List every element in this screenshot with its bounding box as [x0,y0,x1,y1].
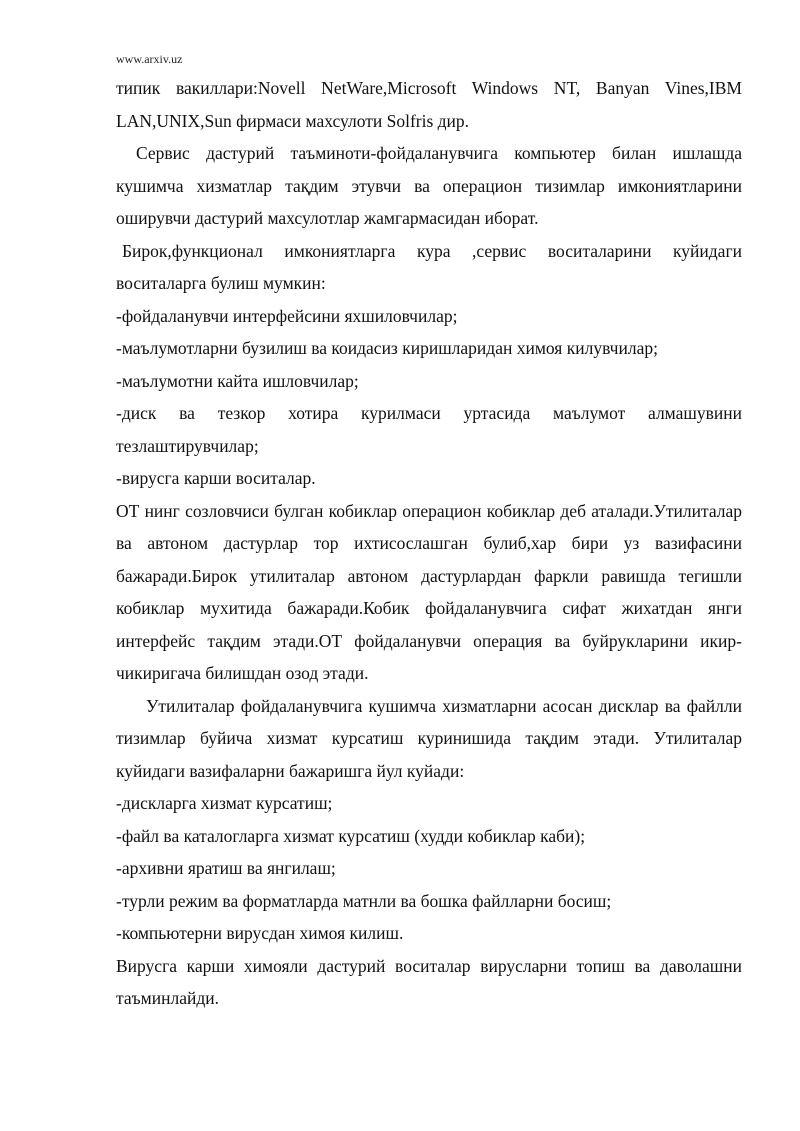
paragraph: Сервис дастурий таъминоти-фойдаланувчига компьютер билан ишлашда кушимча хизматлар тақдим этувчи ва операцион тизимлар имкониятларини оширувчи дастурий махсулотлар жамгармасидан иборат. [116,143,742,228]
list-item: -маълумотларни бузилиш ва коидасиз киришларидан химоя килувчилар; [116,338,658,358]
list-item: -диск ва тезкор хотира курилмаси уртасида маълумот алмашувини тезлаштирувчилар; [116,403,742,456]
paragraph: типик вакиллари:Novell NetWare,Microsoft Windows NT, Banyan Vines,IBM LAN,UNIX,Sun фирмаси махсулоти Solfris дир. [116,78,742,131]
list-item: -маълумотни кайта ишловчилар; [116,370,359,391]
paragraph: ОТ нинг созловчиси булган кобиклар операцион кобиклар деб аталади.Утилиталар ва автоном дастурлар тор ихтисослашган булиб,хар бири уз вазифасини бажаради.Бирок утилиталар автоном дастурлардан фаркли равишда тегишли кобиклар мухитида бажаради.Кобик фойдаланувчига сифат жихатдан янги интерфейс тақдим этади.ОТ фойдаланувчи операция ва буйрукларини икир-чикиригача билишдан озод этади. [116,500,742,683]
list-item: -файл ва каталогларга хизмат курсатиш (худди кобиклар каби); [116,825,586,846]
list-item: -турли режим ва форматларда матнли ва бошка файлларни босиш; [116,890,612,911]
list-item: -дискларга хизмат курсатиш; [116,793,333,813]
list-item: -компьютерни вирусдан химоя килиш. [116,923,404,943]
paragraph: Вирусга карши химояли дастурий воситалар вирусларни топиш ва даволашни таъминлайди. [116,955,742,1008]
paragraph: Бирок,функционал имкониятларга кура ,сервис воситаларини куйидаги воситаларга булиш мумкин: [116,240,742,293]
list-item: -вирусга карши воситалар. [116,468,316,488]
paragraph: Утилиталар фойдаланувчига кушимча хизматларни асосан дисклар ва файлли тизимлар буйича хизмат курсатиш куринишида тақдим этади. Утилиталар куйидаги вазифаларни бажаришга йул куйади: [116,695,742,781]
list-item: -фойдаланувчи интерфейсини яхшиловчилар; [116,305,458,326]
document-body [116,72,742,1015]
site-header: www.arxiv.uz [116,52,183,66]
list-item: -архивни яратиш ва янгилаш; [116,858,336,878]
